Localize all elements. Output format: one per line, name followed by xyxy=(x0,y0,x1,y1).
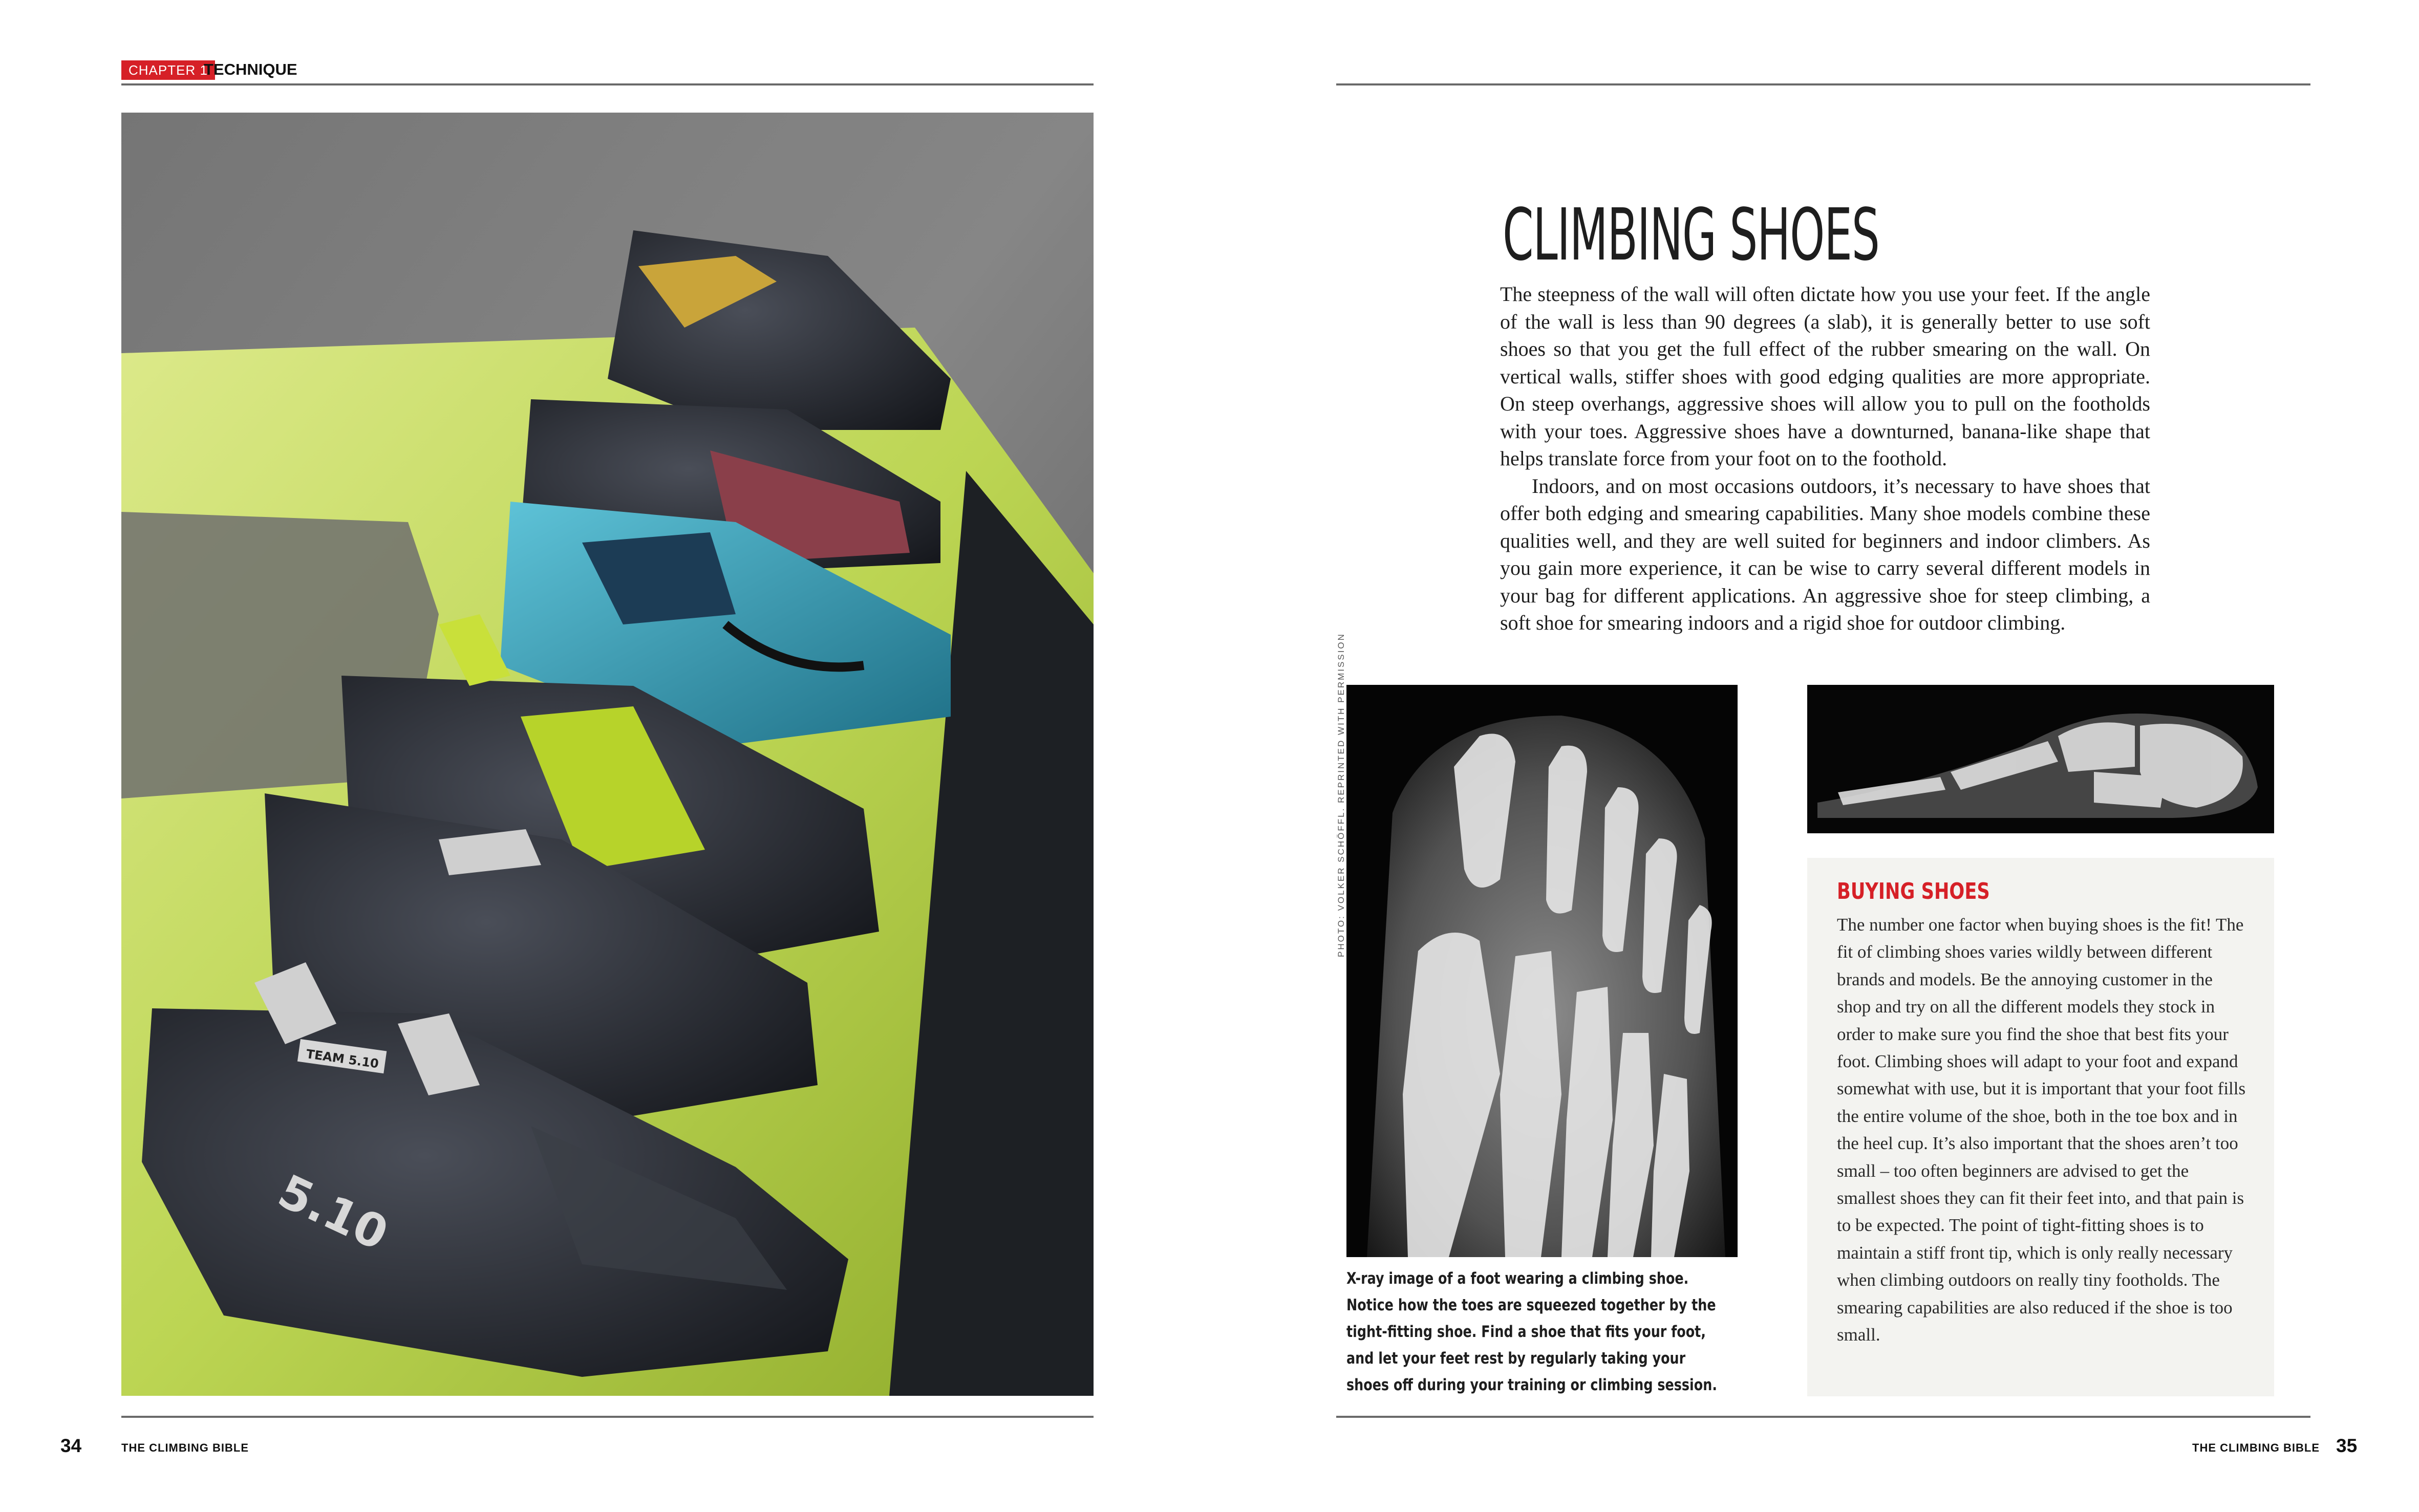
xray-foot-top-view xyxy=(1346,685,1738,1257)
left-footer-rule xyxy=(121,1416,1094,1418)
article-body xyxy=(1500,280,2150,637)
climbing-shoes-photo xyxy=(121,113,1094,1396)
left-header-rule xyxy=(121,83,1094,85)
sidebar-title: BUYING SHOES xyxy=(1837,878,1990,904)
article-paragraph-2: Indoors, and on most occasions outdoors, it’s necessary to have shoes that offer both edging and smearing capabilities. Many shoe models combine these qualities well, and they are well suited for beginners and indoor climbers. As you gain more experience, it can be wise to carry several different models in your bag for different applications. An aggressive shoe for steep climbing, a soft shoe for smearing indoors and a rigid shoe for outdoor climbing. xyxy=(1500,474,2150,634)
right-running-title: THE CLIMBING BIBLE xyxy=(2192,1441,2320,1454)
right-footer-rule xyxy=(1336,1416,2310,1418)
left-running-title: THE CLIMBING BIBLE xyxy=(121,1441,249,1454)
left-page-number: 34 xyxy=(60,1435,82,1456)
right-page-number: 35 xyxy=(2336,1435,2358,1456)
chapter-label: CHAPTER 1 xyxy=(121,60,215,80)
article-title: CLIMBING SHOES xyxy=(1503,193,1879,277)
sidebar-text: The number one factor when buying shoes is the fit! The fit of climbing shoes varies wildly between different brands and models. Be the annoying customer in the shop and try on all the different models they stock in order to make sure you find the shoe that best fits your foot. Climbing shoes will adapt to your foot and expand somewhat with use, but it is important that your foot fills the entire volume of the shoe, both in the toe box and in the heel cup. It’s also important that the shoes aren’t too small – too often beginners are advised to get the smallest shoes they can fit their feet into, and that pain is to be expected. The point of tight-fitting shoes is to maintain a stiff front tip, which is only really necessary when climbing outdoors on really tiny footholds. The smearing capabilities are also reduced if the shoe is too small. xyxy=(1837,915,2246,1345)
chapter-name: TECHNIQUE xyxy=(204,60,297,78)
shoe-brand-mark: 5.10 xyxy=(270,1164,396,1261)
xray-caption: X-ray image of a foot wearing a climbing shoe. Notice how the toes are squeezed together by the tight-fitting shoe. Find a shoe that fits your foot, and let your feet rest by regularly taking your shoes off during your training or climbing session. xyxy=(1346,1269,1717,1394)
shoe-label: TEAM 5.10 xyxy=(305,1046,380,1071)
article-paragraph-1: The steepness of the wall will often dictate how you use your feet. If the angle of the wall is less than 90 degrees (a slab), it is generally better to use soft shoes so that you get the full effect of the rubber smearing on the wall. On vertical walls, stiffer shoes with good edging qualities are more appropriate. On steep overhangs, aggressive shoes will allow you to pull on the footholds with your toes. Aggressive shoes have a downturned, banana-like shape that helps translate force from your foot on to the foothold. xyxy=(1500,283,2150,470)
right-header-rule xyxy=(1336,83,2310,85)
photo-credit: PHOTO: VOLKER SCHÖFFL. REPRINTED WITH PERMISSION xyxy=(1336,633,1346,957)
xray-foot-side-view xyxy=(1807,685,2274,833)
